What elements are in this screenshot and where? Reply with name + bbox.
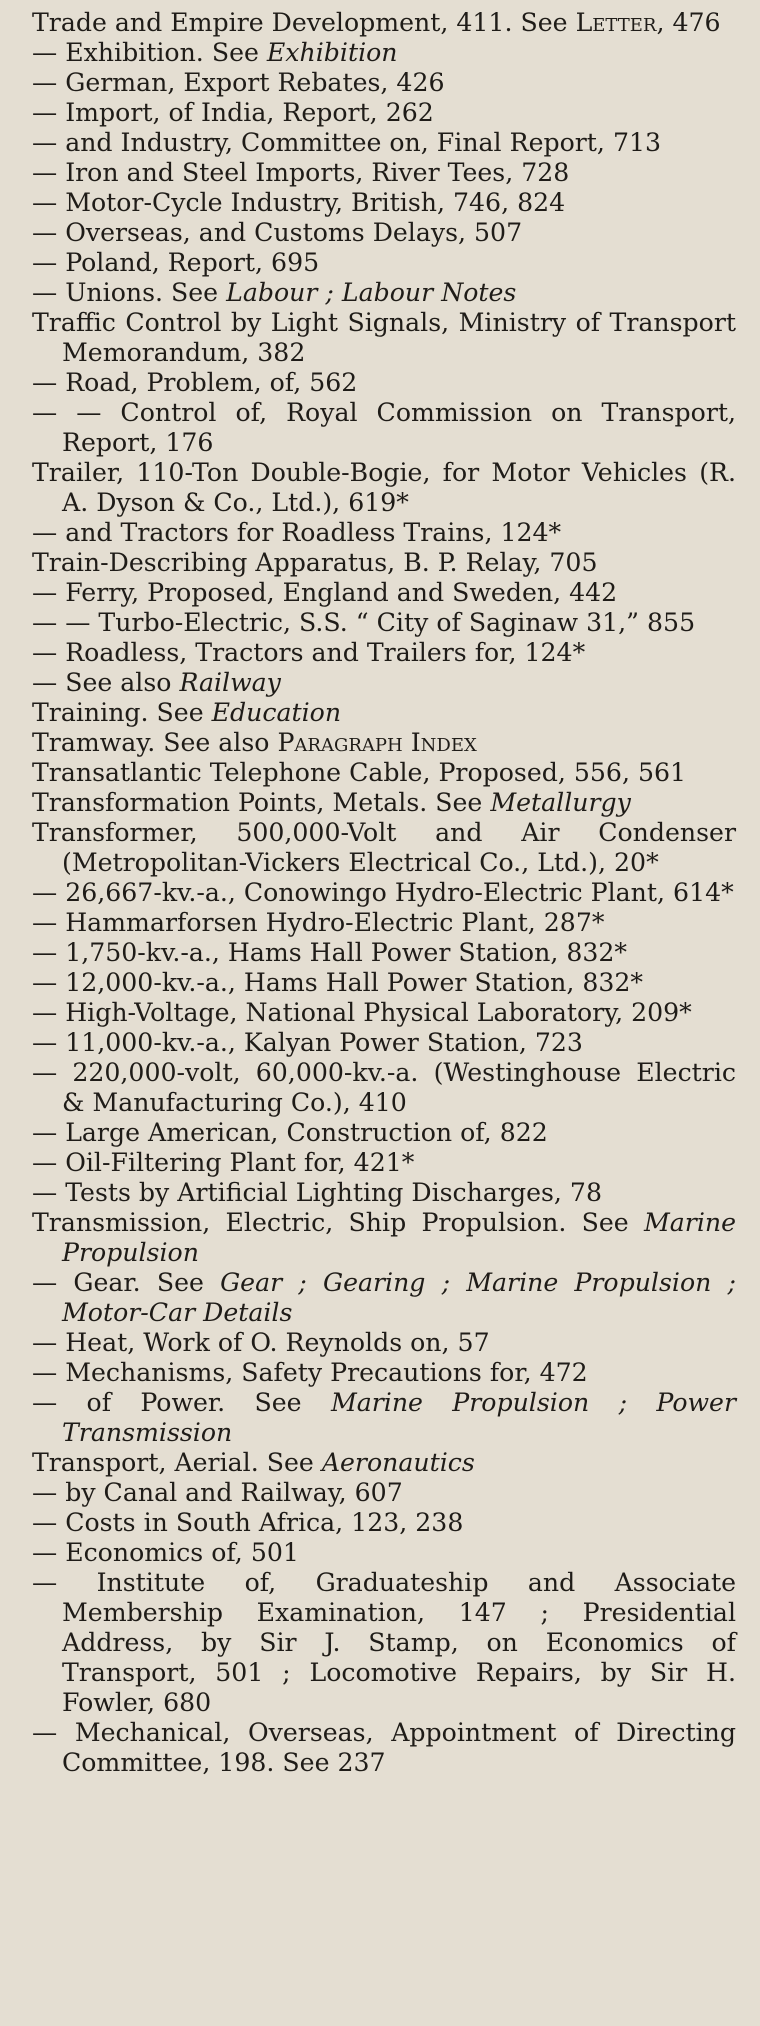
cross-reference-small-caps: Paragraph Index [277, 728, 477, 757]
entry-text: Trade and Empire Development, 411. See [32, 8, 576, 37]
entry-text: — Iron and Steel Imports, River Tees, 728 [32, 158, 570, 187]
index-entry [32, 788, 736, 818]
index-entry [32, 128, 736, 158]
entry-text: Traffic Control by Light Signals, Ministry of Transport Memorandum, 382 [32, 308, 736, 367]
entry-text: Transformer, 500,000-Volt and Air Condenser (Metropolitan-Vickers Electrical Co., Ltd.), 20* [32, 818, 736, 877]
entry-text: — and Tractors for Roadless Trains, 124* [32, 518, 562, 547]
index-entry [32, 1028, 736, 1058]
cross-reference-italic: Gear ; Gearing ; Marine Propulsion ; Motor-Car Details [62, 1268, 736, 1327]
cross-reference-italic: Marine Propulsion [62, 1208, 736, 1267]
index-entry [32, 1058, 736, 1118]
entry-text: — Oil-Filtering Plant for, 421* [32, 1148, 415, 1177]
index-entry [32, 1208, 736, 1268]
index-entry [32, 278, 736, 308]
entry-text: — German, Export Rebates, 426 [32, 68, 445, 97]
cross-reference-italic: Railway [179, 668, 281, 697]
index-entry [32, 548, 736, 578]
cross-reference-italic: Exhibition [266, 38, 398, 67]
entry-text: Train-Describing Apparatus, B. P. Relay, 705 [32, 548, 598, 577]
index-entry [32, 1148, 736, 1178]
index-entry [32, 1388, 736, 1448]
entry-text: — Mechanical, Overseas, Appointment of Directing Committee, 198. See 237 [32, 1718, 736, 1777]
entry-text: — Tests by Artificial Lighting Discharges, 78 [32, 1178, 602, 1207]
entry-text: — Heat, Work of O. Reynolds on, 57 [32, 1328, 490, 1357]
index-entry [32, 1118, 736, 1148]
cross-reference-italic: Education [211, 698, 342, 727]
index-entry [32, 1508, 736, 1538]
index-entry [32, 368, 736, 398]
index-entry [32, 398, 736, 458]
entry-text: — — Control of, Royal Commission on Transport, Report, 176 [32, 398, 736, 457]
entry-text: — Costs in South Africa, 123, 238 [32, 1508, 464, 1537]
entry-text: — and Industry, Committee on, Final Report, 713 [32, 128, 662, 157]
cross-reference-italic: Marine Propulsion ; Power Transmission [62, 1388, 736, 1447]
index-entry [32, 1358, 736, 1388]
index-entry [32, 1448, 736, 1478]
entry-text: — Motor-Cycle Industry, British, 746, 824 [32, 188, 566, 217]
entry-text: Transport, Aerial. See [32, 1448, 322, 1477]
cross-reference-italic: Metallurgy [490, 788, 631, 817]
index-entry [32, 1718, 736, 1778]
entry-text: — High-Voltage, National Physical Laboratory, 209* [32, 998, 692, 1027]
entry-text: — 12,000-kv.-a., Hams Hall Power Station, 832* [32, 968, 644, 997]
cross-reference-italic: Aeronautics [321, 1448, 475, 1477]
entry-text: — Gear. See [32, 1268, 221, 1297]
index-entry [32, 458, 736, 518]
index-entry [32, 158, 736, 188]
index-entry [32, 248, 736, 278]
entry-text: — Poland, Report, 695 [32, 248, 320, 277]
entry-text: Transmission, Electric, Ship Propulsion. See [32, 1208, 644, 1237]
entry-text: — Institute of, Graduateship and Associate Membership Examination, 147 ; Presidential Address, by Sir J. Stamp, on Economics of Transport, 501 ; Locomotive Repairs, by Sir H. Fowler, 680 [32, 1568, 736, 1717]
entry-text: — Import, of India, Report, 262 [32, 98, 434, 127]
cross-reference-small-caps: Letter [575, 8, 657, 37]
index-entry [32, 908, 736, 938]
index-entry [32, 698, 736, 728]
index-entry [32, 1268, 736, 1328]
index-entry [32, 218, 736, 248]
entry-text: — 26,667-kv.-a., Conowingo Hydro-Electric Plant, 614* [32, 878, 734, 907]
entry-text: — Hammarforsen Hydro-Electric Plant, 287* [32, 908, 605, 937]
entry-text: — Unions. See [32, 278, 227, 307]
index-entry [32, 938, 736, 968]
index-entry [32, 188, 736, 218]
entry-text: — by Canal and Railway, 607 [32, 1478, 403, 1507]
index-entry [32, 668, 736, 698]
entry-text: — 220,000-volt, 60,000-kv.-a. (Westinghouse Electric & Manufacturing Co.), 410 [32, 1058, 736, 1117]
entry-text: — 1,750-kv.-a., Hams Hall Power Station, 832* [32, 938, 628, 967]
index-entry-list [32, 8, 736, 1778]
index-entry [32, 758, 736, 788]
entry-text: — Overseas, and Customs Delays, 507 [32, 218, 523, 247]
index-entry [32, 968, 736, 998]
entry-text: — See also [32, 668, 180, 697]
index-entry [32, 98, 736, 128]
entry-text: — Ferry, Proposed, England and Sweden, 442 [32, 578, 618, 607]
index-entry [32, 8, 736, 38]
index-entry [32, 68, 736, 98]
index-entry [32, 518, 736, 548]
entry-text: — Roadless, Tractors and Trailers for, 124* [32, 638, 586, 667]
index-entry [32, 1538, 736, 1568]
entry-text: — of Power. See [32, 1388, 331, 1417]
index-entry [32, 1568, 736, 1718]
entry-text: Trailer, 110-Ton Double-Bogie, for Motor Vehicles (R. A. Dyson & Co., Ltd.), 619* [32, 458, 736, 517]
entry-text: — — Turbo-Electric, S.S. “ City of Saginaw 31,” 855 [32, 608, 696, 637]
index-entry [32, 728, 736, 758]
entry-text: Tramway. See also [32, 728, 278, 757]
index-entry [32, 38, 736, 68]
entry-text: — Economics of, 501 [32, 1538, 299, 1567]
index-entry [32, 308, 736, 368]
index-entry [32, 578, 736, 608]
entry-text: Training. See [32, 698, 212, 727]
cross-reference-italic: Labour ; Labour Notes [226, 278, 517, 307]
entry-text: Transatlantic Telephone Cable, Proposed, 556, 561 [32, 758, 687, 787]
index-entry [32, 638, 736, 668]
entry-text: — 11,000-kv.-a., Kalyan Power Station, 723 [32, 1028, 583, 1057]
index-entry [32, 1178, 736, 1208]
index-entry [32, 1478, 736, 1508]
index-entry [32, 998, 736, 1028]
entry-text: , 476 [656, 8, 721, 37]
entry-text: — Exhibition. See [32, 38, 267, 67]
index-entry [32, 1328, 736, 1358]
entry-text: — Mechanisms, Safety Precautions for, 472 [32, 1358, 588, 1387]
entry-text: Transformation Points, Metals. See [32, 788, 491, 817]
entry-text: — Large American, Construction of, 822 [32, 1118, 548, 1147]
index-entry [32, 878, 736, 908]
entry-text: — Road, Problem, of, 562 [32, 368, 358, 397]
index-entry [32, 818, 736, 878]
index-entry [32, 608, 736, 638]
